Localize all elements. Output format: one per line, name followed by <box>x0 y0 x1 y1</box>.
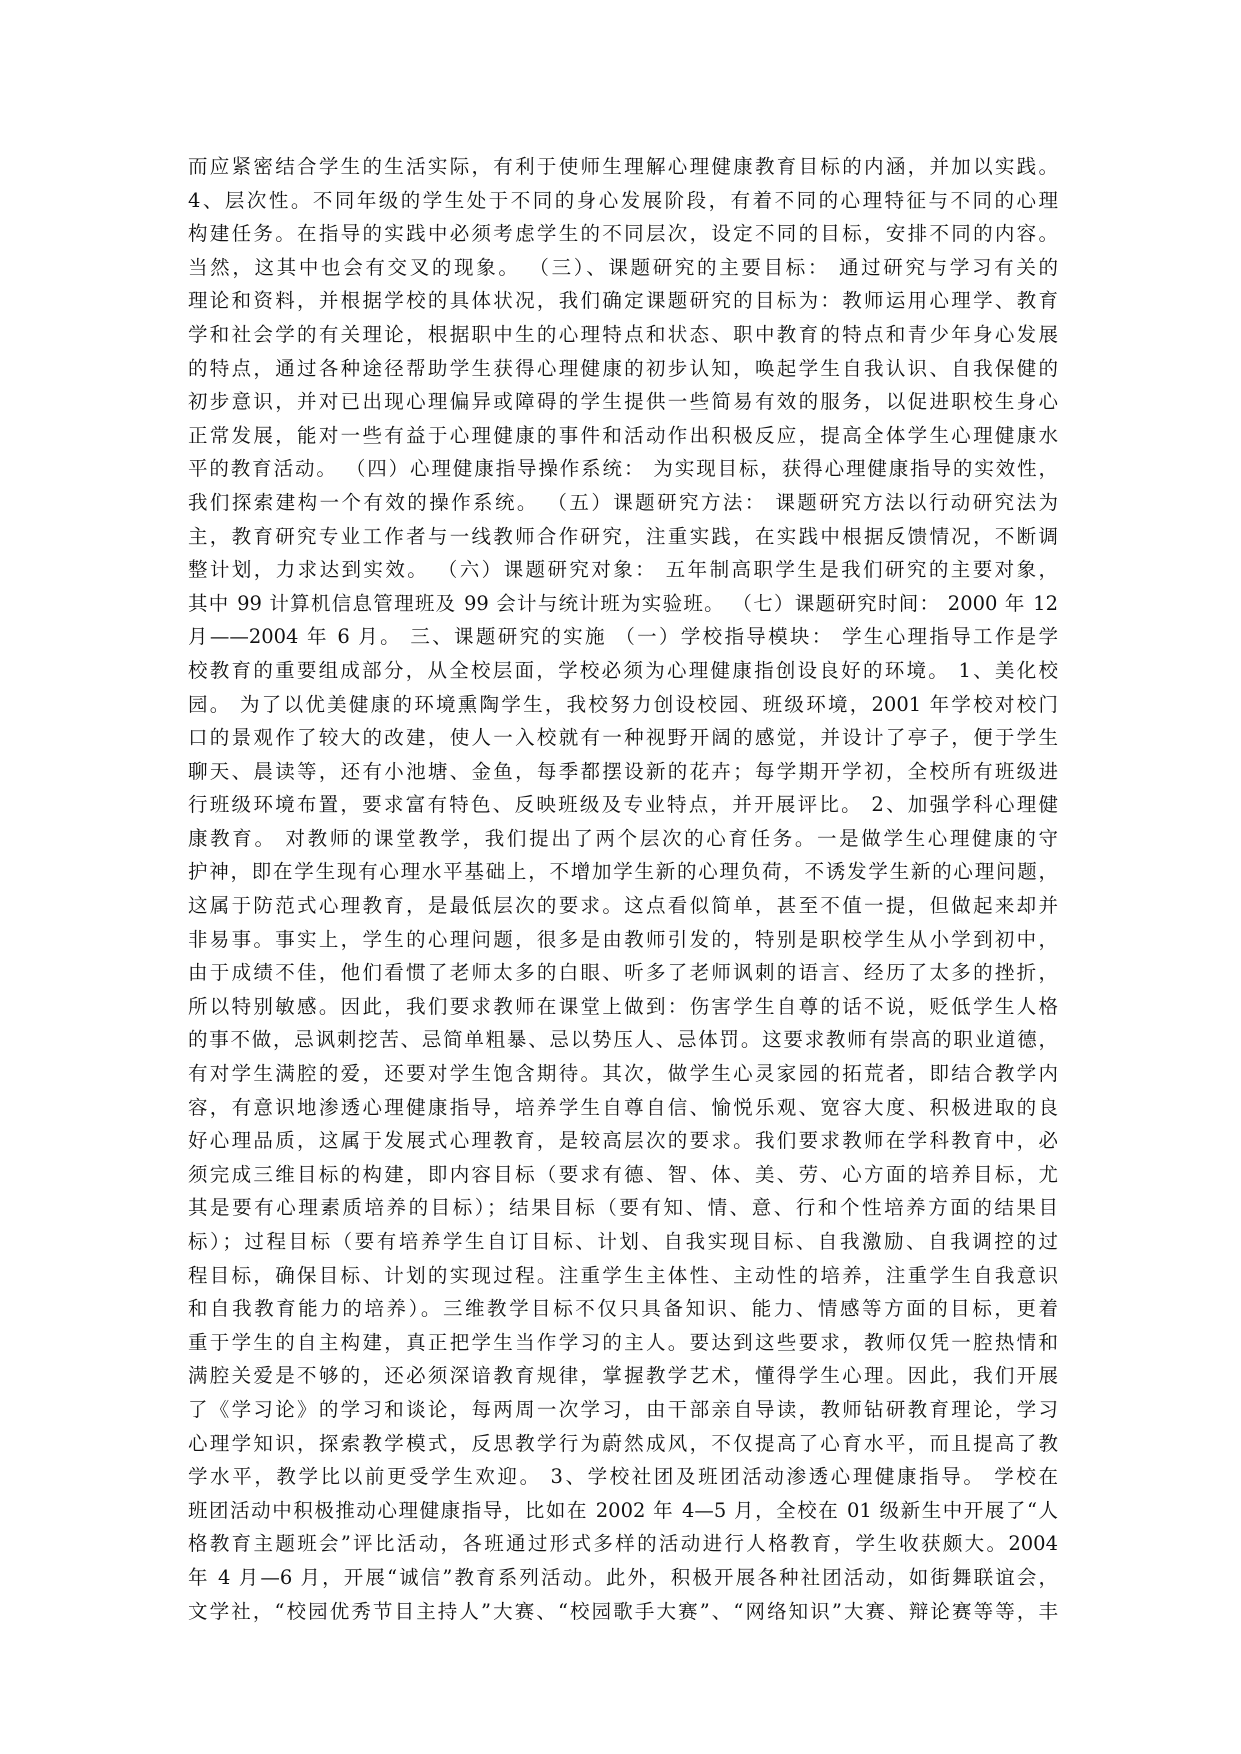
text-line: 标）；过程目标（要有培养学生自订目标、计划、自我实现目标、自我激励、自我调控的过 <box>188 1230 1058 1253</box>
text-line: 平的教育活动。 （四）心理健康指导操作系统： 为实现目标，获得心理健康指导的实效性， <box>188 457 1058 481</box>
text-line: 其中 99 计算机信息管理班及 99 会计与统计班为实验班。 （七）课题研究时间： 2000 年 12 <box>188 591 1058 615</box>
text-line: 整计划，力求达到实效。 （六）课题研究对象： 五年制高职学生是我们研究的主要对象， <box>188 558 1058 582</box>
text-line: 文学社，“校园优秀节目主持人”大赛、“校园歌手大赛”、“网络知识”大赛、辩论赛等等，丰 <box>188 1599 1058 1623</box>
text-line: 聊天、晨读等，还有小池塘、金鱼，每季都摆设新的花卉；每学期开学初，全校所有班级进 <box>188 759 1058 783</box>
text-line: 由于成绩不佳，他们看惯了老师太多的白眼、听多了老师讽刺的语言、经历了太多的挫折， <box>188 961 1058 985</box>
text-line: 非易事。事实上，学生的心理问题，很多是由教师引发的，特别是职校学生从小学到初中， <box>188 927 1058 951</box>
text-line: 主，教育研究专业工作者与一线教师合作研究，注重实践，在实践中根据反馈情况，不断调 <box>188 524 1058 548</box>
text-line: 程目标，确保目标、计划的实现过程。注重学生主体性、主动性的培养，注重学生自我意识 <box>188 1263 1058 1287</box>
text-line: 行班级环境布置，要求富有特色、反映班级及专业特点，并开展评比。 2、加强学科心理健 <box>188 793 1058 817</box>
text-line: 所以特别敏感。因此，我们要求教师在课堂上做到：伤害学生自尊的话不说，贬低学生人格 <box>188 994 1058 1018</box>
text-line: 我们探索建构一个有效的操作系统。 （五）课题研究方法： 课题研究方法以行动研究法为 <box>188 490 1058 514</box>
text-line: 构建任务。在指导的实践中必须考虑学生的不同层次，设定不同的目标，安排不同的内容。 <box>188 222 1058 246</box>
text-line: 学和社会学的有关理论，根据职中生的心理特点和状态、职中教育的特点和青少年身心发展 <box>188 322 1058 346</box>
text-line: 校教育的重要组成部分，从全校层面，学校必须为心理健康指创设良好的环境。 1、美化校 <box>188 658 1058 682</box>
text-line: 的特点，通过各种途径帮助学生获得心理健康的初步认知，唤起学生自我认识、自我保健的 <box>188 356 1058 380</box>
text-line: 康教育。 对教师的课堂教学，我们提出了两个层次的心育任务。一是做学生心理健康的守 <box>188 826 1058 850</box>
text-line: 满腔关爱是不够的，还必须深谙教育规律，掌握教学艺术，懂得学生心理。因此，我们开展 <box>188 1364 1058 1388</box>
text-line: 重于学生的自主构建，真正把学生当作学习的主人。要达到这些要求，教师仅凭一腔热情和 <box>188 1330 1058 1354</box>
text-line: 这属于防范式心理教育，是最低层次的要求。这点看似简单，甚至不值一提，但做起来却并 <box>188 894 1058 918</box>
text-line: 心理学知识，探索教学模式，反思教学行为蔚然成风，不仅提高了心育水平，而且提高了教 <box>188 1431 1058 1455</box>
text-line: 理论和资料，并根据学校的具体状况，我们确定课题研究的目标为：教师运用心理学、教育 <box>188 289 1058 313</box>
text-line: 容，有意识地渗透心理健康指导，培养学生自尊自信、愉悦乐观、宽容大度、积极进取的良 <box>188 1095 1058 1119</box>
text-line: 年 4 月—6 月，开展“诚信”教育系列活动。此外，积极开展各种社团活动，如街舞联谊会， <box>188 1565 1058 1589</box>
text-line: 当然，这其中也会有交叉的现象。 （三）、课题研究的主要目标： 通过研究与学习有关的 <box>188 255 1058 279</box>
text-line: 初步意识，并对已出现心理偏异或障碍的学生提供一些简易有效的服务，以促进职校生身心 <box>188 390 1058 414</box>
text-line: 好心理品质，这属于发展式心理教育，是较高层次的要求。我们要求教师在学科教育中，必 <box>188 1129 1058 1153</box>
text-line: 了《学习论》的学习和谈论，每两周一次学习，由干部亲自导读，教师钻研教育理论，学习 <box>188 1397 1058 1421</box>
body-text <box>188 150 1058 1628</box>
text-line: 正常发展，能对一些有益于心理健康的事件和活动作出积极反应，提高全体学生心理健康水 <box>188 423 1058 447</box>
text-line: 和自我教育能力的培养）。三维教学目标不仅只具备知识、能力、情感等方面的目标，更着 <box>188 1297 1058 1321</box>
text-line: 园。 为了以优美健康的环境熏陶学生，我校努力创设校园、班级环境，2001 年学校对校门 <box>188 692 1058 716</box>
text-line: 而应紧密结合学生的生活实际，有利于使师生理解心理健康教育目标的内涵，并加以实践。 <box>188 155 1058 178</box>
text-line: 口的景观作了较大的改建，使人一入校就有一种视野开阔的感觉，并设计了亭子，便于学生 <box>188 726 1058 750</box>
text-line: 护神，即在学生现有心理水平基础上，不增加学生新的心理负荷，不诱发学生新的心理问题， <box>188 860 1058 884</box>
text-line: 其是要有心理素质培养的目标）；结果目标（要有知、情、意、行和个性培养方面的结果目 <box>188 1196 1058 1220</box>
text-line: 月——2004 年 6 月。 三、课题研究的实施 （一）学校指导模块： 学生心理指导工作是学 <box>188 625 1058 649</box>
text-line: 学水平，教学比以前更受学生欢迎。 3、学校社团及班团活动渗透心理健康指导。 学校在 <box>188 1465 1058 1489</box>
text-line: 的事不做，忌讽刺挖苦、忌简单粗暴、忌以势压人、忌体罚。这要求教师有崇高的职业道德， <box>188 1028 1058 1052</box>
text-line: 班团活动中积极推动心理健康指导，比如在 2002 年 4—5 月，全校在 01 级新生中开展了“人 <box>188 1498 1058 1522</box>
text-line: 有对学生满腔的爱，还要对学生饱含期待。其次，做学生心灵家园的拓荒者，即结合教学内 <box>188 1062 1058 1086</box>
text-line: 须完成三维目标的构建，即内容目标（要求有德、智、体、美、劳、心方面的培养目标，尤 <box>188 1162 1058 1186</box>
text-line: 格教育主题班会”评比活动，各班通过形式多样的活动进行人格教育，学生收获颇大。2004 <box>188 1532 1058 1556</box>
text-line: 4、层次性。不同年级的学生处于不同的身心发展阶段，有着不同的心理特征与不同的心理 <box>188 188 1058 212</box>
